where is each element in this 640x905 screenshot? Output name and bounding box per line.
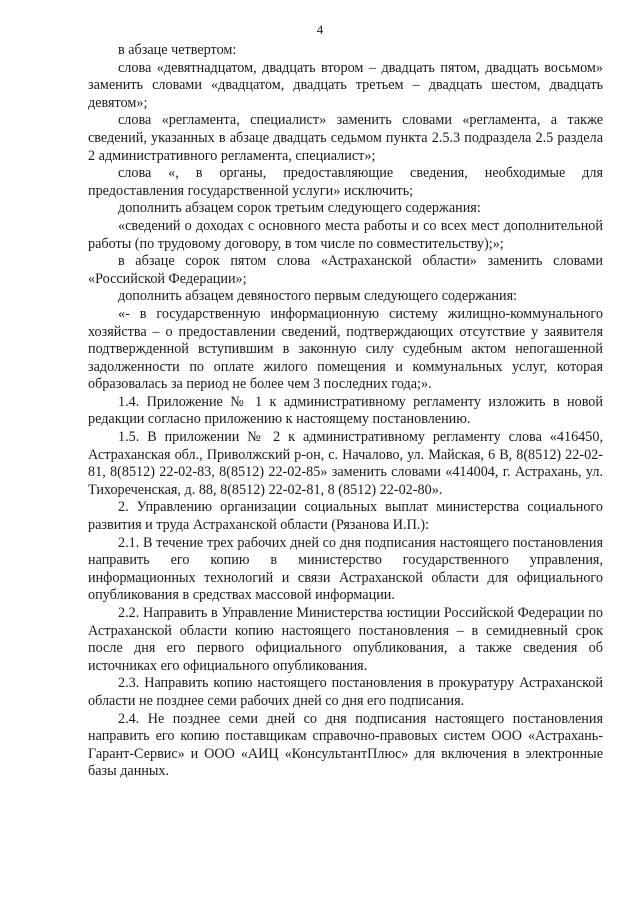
paragraph-7: в абзаце сорок пятом слова «Астраханской области» заменить словами «Российской Федерации»;: [88, 253, 603, 287]
paragraph-2: слова «девятнадцатом, двадцать втором – двадцать пятом, двадцать восьмом» заменить словами «двадцатом, двадцать третьем – двадцать шестом, двадцать девятом»;: [88, 59, 603, 111]
paragraph-13: 2.1. В течение трех рабочих дней со дня подписания настоящего постановления направить его копию в министерство государственного управления, информационных технологий и связи Астраханской области для официального опубликования в средствах массовой информации.: [88, 534, 603, 604]
paragraph-14: 2.2. Направить в Управление Министерства юстиции Российской Федерации по Астраханской области копию настоящего постановления – в семидневный срок после дня его первого официального опубликования, а также сведения об источниках его официального опубликования.: [88, 605, 603, 674]
paragraph-8: дополнить абзацем девяностого первым следующего содержания:: [118, 288, 518, 305]
paragraph-9: «- в государственную информационную систему жилищно-коммунального хозяйства – о предоставлении сведений, подтверждающих отсутствие у заявителя подтвержденной вступившим в законную силу судебным актом непогашенной задолженности по оплате жилого помещения и коммунальных услуг, которая образовалась за период не более чем 3 последних года;».: [88, 305, 603, 393]
paragraph-16: 2.4. Не позднее семи дней со дня подписания настоящего постановления направить его копию поставщикам справочно-правовых систем ООО «Астрахань-Гарант-Сервис» и ООО «АИЦ «КонсультантПлюс» для включения в электронные базы данных.: [88, 710, 603, 780]
page-number: 4: [316, 22, 324, 37]
paragraph-3: слова «регламента, специалист» заменить словами «регламента, а также сведений, указанных в абзаце двадцать седьмом пункта 2.5.3 подраздела 2.5 раздела 2 административного регламента, специалист»;: [88, 112, 603, 164]
paragraph-10: 1.4. Приложение № 1 к административному регламенту изложить в новой редакции согласно приложению к настоящему постановлению.: [88, 393, 603, 428]
paragraph-4: слова «, в органы, предоставляющие сведения, необходимые для предоставления государственной услуги» исключить;: [88, 165, 603, 199]
paragraph-15: 2.3. Направить копию настоящего постановления в прокуратуру Астраханской области не позднее семи рабочих дней со дня его подписания.: [88, 675, 603, 709]
paragraph-12: 2. Управлению организации социальных выплат министерства социального развития и труда Астраханской области (Рязанова И.П.):: [88, 499, 603, 534]
document-body: [88, 42, 603, 781]
paragraph-1: в абзаце четвертом:: [118, 42, 237, 58]
paragraph-6: «сведений о доходах с основного места работы и со всех мест дополнительной работы (по трудовому договору, в том числе по совместительству);»;: [88, 217, 603, 252]
paragraph-5: дополнить абзацем сорок третьим следующего содержания:: [118, 200, 481, 217]
paragraph-11: 1.5. В приложении № 2 к административному регламенту слова «416450, Астраханская обл., Приволжский р-он, с. Началово, ул. Майская, 6 В, 8(8512) 22-02-81, 8(8512) 22-02-83, 8(8512) 22-02-85» заменить словами «414004, г. Астрахань, ул. Тихореченская, д. 88, 8(8512) 22-02-81, 8 (8512) 22-02-80».: [88, 429, 603, 498]
